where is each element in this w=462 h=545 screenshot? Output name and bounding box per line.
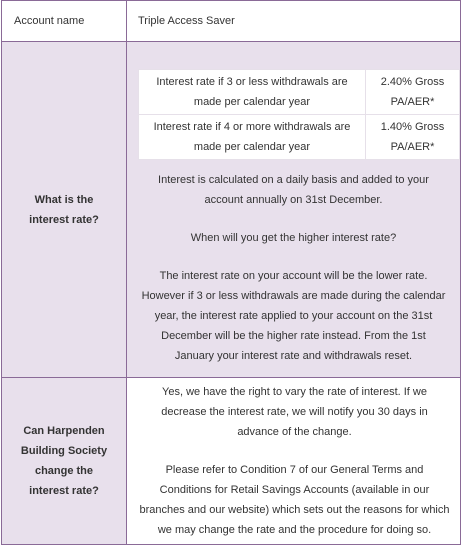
- conditions-reference-text: Please refer to Condition 7 of our General Terms and Conditions for Retail Savings Accounts (available in our branches and our website) which sets out the reasons for which we may change the rate and the procedure for doing so.: [139, 464, 450, 536]
- account-details-table: [1, 0, 461, 545]
- rate-change-row: [2, 378, 461, 545]
- interest-calculation-text: Interest is calculated on a daily basis and added to your account annually on 31st December.: [158, 173, 429, 206]
- interest-rate-content: [127, 42, 461, 378]
- rates-table: [138, 69, 460, 160]
- rate-value-text: 2.40% Gross PA/AER*: [380, 75, 445, 108]
- rate-value: [366, 114, 460, 159]
- higher-rate-question: When will you get the higher interest rate?: [190, 231, 397, 244]
- header-row: [2, 1, 461, 42]
- rate-change-label-text: Can Harpenden Building Society change the interest rate?: [20, 425, 108, 497]
- rate-row: [139, 114, 460, 159]
- account-name-header: Account name: [2, 1, 127, 42]
- interest-rate-label-text: What is the interest rate?: [29, 193, 99, 226]
- rate-value-text: 1.40% Gross PA/AER*: [380, 120, 445, 153]
- interest-rate-row: [2, 42, 461, 378]
- rate-variation-text: Yes, we have the right to vary the rate of interest. If we decrease the interest rate, we will notify you 30 days in advance of the change.: [161, 386, 428, 438]
- interest-rate-label: [2, 42, 127, 378]
- rate-row: [139, 69, 460, 114]
- rate-change-label: [2, 378, 127, 545]
- account-name-value: Triple Access Saver: [127, 1, 461, 42]
- rate-change-text: [127, 378, 460, 544]
- rate-value: [366, 69, 460, 114]
- rate-change-content: [127, 378, 461, 545]
- rate-condition: Interest rate if 3 or less withdrawals are made per calendar year: [139, 69, 366, 114]
- rate-description: [127, 170, 460, 366]
- rate-condition: Interest rate if 4 or more withdrawals are made per calendar year: [139, 114, 366, 159]
- higher-rate-explanation: The interest rate on your account will be the lower rate. However if 3 or less withdrawals are made during the calendar year, the interest rate applied to your account on the 31st December will be the higher rate instead. From the 1st January your interest rate and withdrawals reset.: [141, 269, 446, 362]
